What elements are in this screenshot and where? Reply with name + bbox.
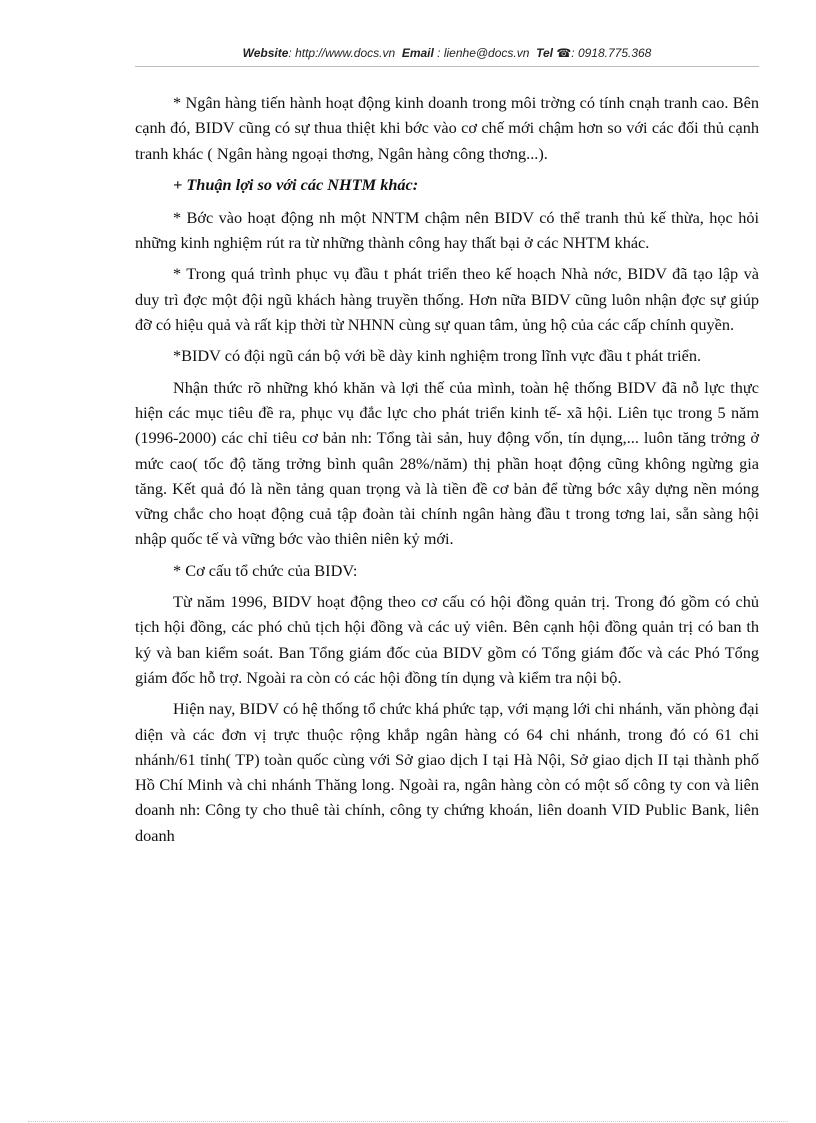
email-label: Email — [401, 46, 434, 60]
footer-divider — [28, 1121, 788, 1122]
email-value: : lienhe@docs.vn — [437, 46, 530, 60]
document-body — [135, 90, 759, 854]
tel-value: : 0918.775.368 — [571, 46, 652, 60]
subheading: + Thuận lợi so với các NHTM khác: — [173, 174, 419, 194]
tel-label: Tel — [536, 46, 553, 60]
paragraph-4: *BIDV có đội ngũ cán bộ với bề dày kinh nghiệm trong lĩnh vực đầu t phát triển. — [173, 346, 702, 366]
paragraph-5: Nhận thức rõ những khó khăn và lợi thế của mình, toàn hệ thống BIDV đã nỗ lực thực hiện các mục tiêu đề ra, phục vụ đắc lực cho phát triển kinh tế- xã hội. Liên tục trong 5 năm (1996-2000) các chỉ tiêu cơ bản nh: Tổng tài sản, huy động vốn, tín dụng,... luôn tăng trởng ở mức cao( tốc độ tăng trởng bình quân 28%/năm) thị phần hoạt động cũng không ngừng gia tăng. Kết quả đó là nền tảng quan trọng và là tiền đề cơ bản để từng bớc xây dựng nền móng vững chắc cho hoạt động cuả tập đoàn tài chính ngân hàng đầu t trong tơng lai, sẵn sàng hội nhập quốc tế và vững bớc vào thiên niên kỷ mới. — [135, 377, 759, 549]
phone-icon: ☎ — [556, 46, 572, 60]
website-value: : http://www.docs.vn — [288, 46, 396, 60]
header-divider — [135, 66, 759, 67]
paragraph-8: Hiện nay, BIDV có hệ thống tổ chức khá phức tạp, với mạng lới chi nhánh, văn phòng đại diện và các đơn vị trực thuộc rộng khắp ngân hàng có 64 chi nhánh, trong đó có 61 chi nhánh/61 tỉnh( TP) toàn quốc cùng với Sở giao dịch I tại Hà Nội, Sở giao dịch II tại thành phố Hồ Chí Minh và chi nhánh Thăng long. Ngoài ra, ngân hàng còn có một số công ty con và liên doanh nh: Công ty cho thuê tài chính, công ty chứng khoán, liên doanh VID Public Bank, liên doanh — [135, 699, 759, 845]
page-header — [135, 46, 759, 60]
website-label: Website — [242, 46, 289, 60]
paragraph-7: Từ năm 1996, BIDV hoạt động theo cơ cấu có hội đồng quản trị. Trong đó gồm có chủ tịch hội đồng, các phó chủ tịch hội đồng và các uỷ viên. Bên cạnh hội đồng quản trị có ban th ký và ban kiểm soát. Ban Tổng giám đốc của BIDV gồm có Tổng giám đốc và các Phó Tổng giám đốc hỗ trợ. Ngoài ra còn có các hội đồng tín dụng và kiểm tra nội bộ. — [135, 592, 759, 687]
paragraph-2: * Bớc vào hoạt động nh một NNTM chậm nên BIDV có thể tranh thủ kế thừa, học hỏi những kinh nghiệm rút ra từ những thành công hay thất bại ở các NHTM khác. — [135, 207, 759, 253]
paragraph-1: * Ngân hàng tiến hành hoạt động kinh doanh trong môi trờng có tính cnạh tranh cao. Bên cạnh đó, BIDV cũng có sự thua thiệt khi bớc vào cơ chế mới chậm hơn so với các đối thủ cạnh tranh khác ( Ngân hàng ngoại thơng, Ngân hàng công thơng...). — [135, 93, 759, 163]
paragraph-6: * Cơ cấu tổ chức của BIDV: — [173, 560, 358, 580]
paragraph-3: * Trong quá trình phục vụ đầu t phát triển theo kế hoạch Nhà nớc, BIDV đã tạo lập và duy trì đợc một đội ngũ khách hàng truyền thống. Hơn nữa BIDV cũng luôn nhận đợc sự giúp đỡ có hiệu quả và rất kịp thời từ NHNN cùng sự quan tâm, ủng hộ của các cấp chính quyền. — [135, 264, 759, 335]
